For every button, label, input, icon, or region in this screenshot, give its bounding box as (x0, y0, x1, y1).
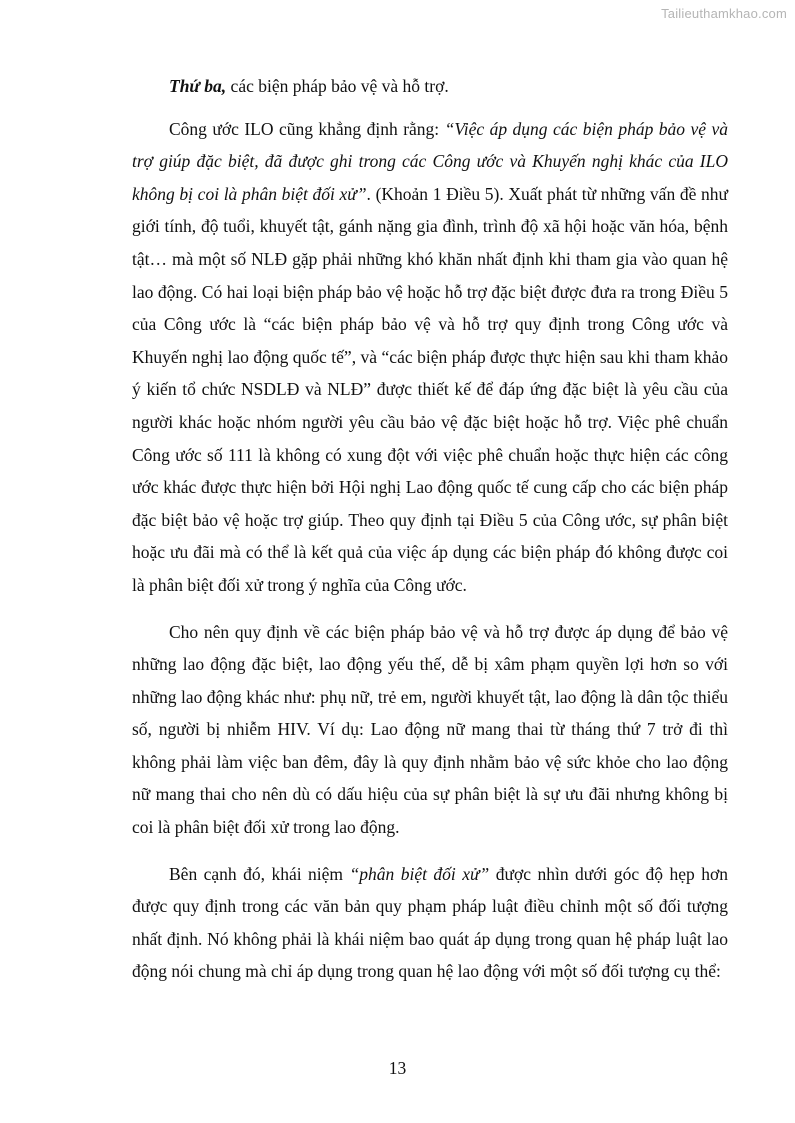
paragraph-1-intro: Công ước ILO cũng khẳng định rằng: (169, 118, 445, 139)
watermark: Tailieuthamkhao.com (661, 6, 787, 21)
paragraph-3-term: “phân biệt đối xử” (349, 863, 490, 884)
paragraph-3-intro: Bên cạnh đó, khái niệm (169, 863, 350, 884)
section-heading (132, 70, 728, 103)
paragraph-3-body: được nhìn dưới góc độ hẹp hơn được quy định trong các văn bản quy phạm pháp luật điều chỉnh một số đối tượng nhất định. Nó không phải là khái niệm bao quát áp dụng trong quan hệ pháp luật lao động nói chung mà chỉ áp dụng trong quan hệ lao động với một số đối tượng cụ thể: (132, 863, 728, 982)
paragraph-3 (132, 858, 728, 988)
document-body (132, 70, 728, 1002)
paragraph-1-body: . (Khoản 1 Điều 5). Xuất phát từ những vấn đề như giới tính, độ tuổi, khuyết tật, gánh nặng gia đình, trình độ xã hội hoặc văn hóa, bệnh tật… mà một số NLĐ gặp phải những khó khăn nhất định khi tham gia vào quan hệ lao động. Có hai loại biện pháp bảo vệ hoặc hỗ trợ đặc biệt được đưa ra trong Điều 5 của Công ước là “các biện pháp bảo vệ và hỗ trợ quy định trong Công ước và Khuyến nghị lao động quốc tế”, và “các biện pháp được thực hiện sau khi tham khảo ý kiến tổ chức NSDLĐ và NLĐ” được thiết kế để đáp ứng đặc biệt là yêu cầu của người khác hoặc nhóm người yêu cầu bảo vệ đặc biệt hoặc hỗ trợ. Việc phê chuẩn Công ước số 111 là không có xung đột với việc phê chuẩn hoặc thực hiện các công ước khác được thực hiện bởi Hội nghị Lao động quốc tế cung cấp cho các biện pháp đặc biệt bảo vệ hoặc trợ giúp. Theo quy định tại Điều 5 của Công ước, sự phân biệt hoặc ưu đãi mà có thể là kết quả của việc áp dụng các biện pháp đó không được coi là phân biệt đối xử trong ý nghĩa của Công ước. (132, 183, 728, 595)
page-number: 13 (388, 1058, 407, 1078)
paragraph-1 (132, 113, 728, 602)
paragraph-1-quote: “Việc áp dụng các biện pháp bảo vệ và trợ giúp đặc biệt, đã được ghi trong các Công ước và Khuyến nghị khác của ILO không bị coi là phân biệt đối xử” (132, 118, 728, 204)
heading-lead: Thứ ba, (169, 76, 227, 96)
paragraph-2: Cho nên quy định về các biện pháp bảo vệ và hỗ trợ được áp dụng để bảo vệ những lao động đặc biệt, lao động yếu thế, dễ bị xâm phạm quyền lợi hơn so với những lao động khác như: phụ nữ, trẻ em, người khuyết tật, lao động là dân tộc thiểu số, người bị nhiễm HIV. Ví dụ: Lao động nữ mang thai từ tháng thứ 7 trở đi thì không phải làm việc ban đêm, đây là quy định nhằm bảo vệ sức khỏe cho lao động nữ mang thai cho nên dù có dấu hiệu của sự phân biệt là sự ưu đãi nhưng không bị coi là phân biệt đối xử trong lao động. (132, 621, 728, 838)
heading-text: các biện pháp bảo vệ và hỗ trợ. (226, 76, 449, 96)
